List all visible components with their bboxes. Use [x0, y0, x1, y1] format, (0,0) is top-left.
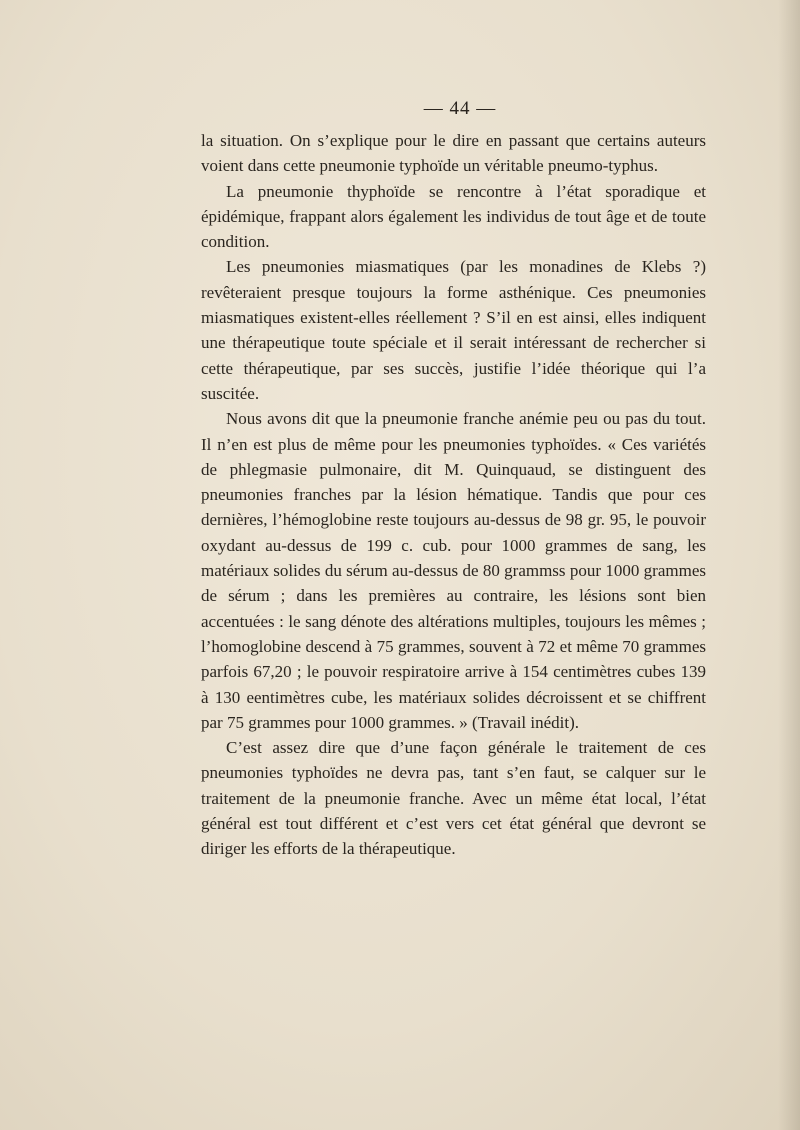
- page-number: — 44 —: [423, 98, 497, 119]
- body-text: [201, 128, 706, 862]
- paragraph-1: la situation. On s’explique pour le dire en passant que certains auteurs voient dans cette pneumonie typhoïde un véritable pneumo-typhus.: [201, 131, 706, 176]
- paragraph-4: Nous avons dit que la pneumonie franche anémie peu ou pas du tout. Il n’en est plus de même pour les pneumonies typhoïdes. « Ces variétés de phlegmasie pulmonaire, dit M. Quinquaud, se distinguent des pneumonies franches par la lésion hématique. Tandis que pour ces dernières, l’hémoglobine reste toujours au-dessus de 98 gr. 95, le pouvoir oxydant au-dessus de 199 c. cub. pour 1000 grammes de sang, les matériaux solides du sérum au-dessus de 80 grammss pour 1000 grammes de sérum ; dans les premières au contraire, les lésions sont bien accentuées : le sang dénote des altérations multiples, toujours les mêmes ; l’homoglobine descend à 75 grammes, souvent à 72 et même 70 grammes parfois 67,20 ; le pouvoir respiratoire arrive à 154 centimètres cubes 139 à 130 eentimètres cube, les matériaux solides décroissent et se chiffrent par 75 grammes pour 1000 grammes. » (Travail inédit).: [201, 409, 706, 732]
- paragraph-2: La pneumonie thyphoïde se rencontre à l’état sporadique et épidémique, frappant alors également les individus de tout âge et de toute condition.: [201, 181, 706, 252]
- paragraph-3: Les pneumonies miasmatiques (par les monadines de Klebs ?) revêteraient presque toujours la forme asthénique. Ces pneumonies miasmatiques existent-elles réellement ? S’il en est ainsi, elles indiquent une thérapeutique toute spéciale et il serait intéressant de rechercher si cette thérapeutique, par ses succès, justifie l’idée théorique qui l’a suscitée.: [201, 257, 706, 403]
- page-edge-shadow: [778, 0, 800, 1130]
- paragraph-5: C’est assez dire que d’une façon générale le traitement de ces pneumonies typhoïdes ne devra pas, tant s’en faut, se calquer sur le traitement de la pneumonie franche. Avec un même état local, l’état général est tout différent et c’est vers cet état général que devront se diriger les efforts de la thérapeutique.: [201, 738, 706, 859]
